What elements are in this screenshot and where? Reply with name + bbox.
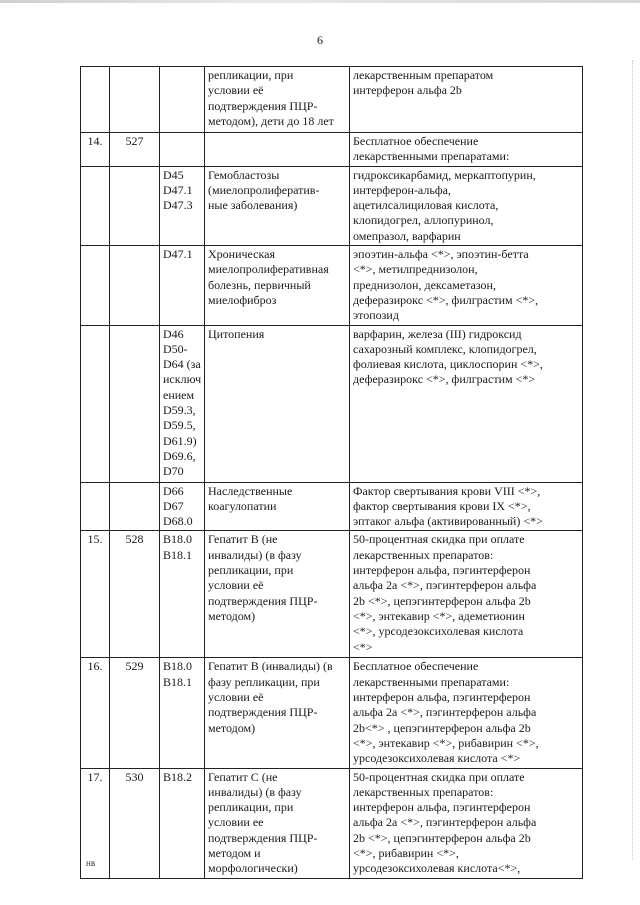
count-cell xyxy=(110,67,160,133)
table-row xyxy=(81,658,583,768)
page-number: 6 xyxy=(317,33,323,47)
drugs-cell: Бесплатное обеспечение лекарственными препаратами: интерферон альфа, пэгинтерферон альфа 2а <*>, пэгинтерферон альфа 2b<*> , цепэгинтерферон альфа 2b <*>, энтекавир <*>, рибавирин <*>, урсодезоксихолевая кислота <*> xyxy=(350,658,583,768)
disease-name-cell: Цитопения xyxy=(205,325,350,482)
drugs-cell: эпоэтин-альфа <*>, эпоэтин-бетта <*>, метилпреднизолон, преднизолон, дексаметазон, деферазирокс <*>, филграстим <*>, этопозид xyxy=(350,246,583,325)
table-row xyxy=(81,531,583,658)
count-cell: 530 xyxy=(110,768,160,878)
scan-edge-right xyxy=(632,60,634,860)
row-number-cell xyxy=(81,166,110,245)
icd-code-cell xyxy=(160,133,205,167)
disease-name-cell: Гепатит В (инвалиды) (в фазу репликации, при условии её подтверждения ПЦР- методом) xyxy=(205,658,350,768)
table-row xyxy=(81,246,583,325)
table-row xyxy=(81,166,583,245)
row-number-cell: 15. xyxy=(81,531,110,658)
icd-code-cell xyxy=(160,67,205,133)
drugs-cell: 50-процентная скидка при оплате лекарственных препаратов: интерферон альфа, пэгинтерферон альфа 2а <*>, пэгинтерферон альфа 2b <*>, цепэгинтерферон альфа 2b <*>, рибавирин <*>, урсодезоксихолевая кислота<*>, xyxy=(350,768,583,878)
count-cell: 527 xyxy=(110,133,160,167)
row-number-cell: 14. xyxy=(81,133,110,167)
table-row xyxy=(81,768,583,878)
table-row xyxy=(81,133,583,167)
drugs-cell: гидроксикарбамид, меркаптопурин, интерферон-альфа, ацетилсалициловая кислота, клопидогрел, аллопуринол, омепразол, варфарин xyxy=(350,166,583,245)
drugs-cell: 50-процентная скидка при оплате лекарственных препаратов: интерферон альфа, пэгинтерферон альфа 2а <*>, пэгинтерферон альфа 2b <*>, цепэгинтерферон альфа 2b <*>, энтекавир <*>, адеметионин <*>, урсодезоксихолевая кислота <*> xyxy=(350,531,583,658)
row-number-cell xyxy=(81,325,110,482)
count-cell xyxy=(110,482,160,531)
disease-name-cell: Гемобластозы (миелопролифератив- ные заболевания) xyxy=(205,166,350,245)
icd-code-cell: D46 D50- D64 (за исключ ением D59.3, D59.5, D61.9) D69.6, D70 xyxy=(160,325,205,482)
row-number-cell: 16. xyxy=(81,658,110,768)
icd-code-cell: D66 D67 D68.0 xyxy=(160,482,205,531)
count-cell xyxy=(110,246,160,325)
icd-code-cell: D47.1 xyxy=(160,246,205,325)
row-number-cell: 17. xyxy=(81,768,110,878)
disease-name-cell xyxy=(205,133,350,167)
table-row xyxy=(81,325,583,482)
footer-initials: нв xyxy=(86,858,96,868)
disease-name-cell: Гепатит С (не инвалиды) (в фазу репликации, при условии ее подтверждения ПЦР- методом и морфологически) xyxy=(205,768,350,878)
disease-name-cell: Наследственные коагулопатии xyxy=(205,482,350,531)
drugs-cell: лекарственным препаратом интерферон альфа 2b xyxy=(350,67,583,133)
benefits-table xyxy=(80,66,583,879)
disease-name-cell: репликации, при условии её подтверждения ПЦР- методом), дети до 18 лет xyxy=(205,67,350,133)
drugs-cell: Бесплатное обеспечение лекарственными препаратами: xyxy=(350,133,583,167)
table-row xyxy=(81,67,583,133)
disease-name-cell: Гепатит В (не инвалиды) (в фазу репликации, при условии её подтверждения ПЦР- методом) xyxy=(205,531,350,658)
row-number-cell xyxy=(81,246,110,325)
icd-code-cell: B18.0 B18.1 xyxy=(160,658,205,768)
row-number-cell xyxy=(81,67,110,133)
count-cell: 528 xyxy=(110,531,160,658)
drugs-cell: варфарин, железа (III) гидроксид сахарозный комплекс, клопидогрел, фолиевая кислота, циклоспорин <*>, деферазирокс <*>, филграстим <*> xyxy=(350,325,583,482)
count-cell xyxy=(110,325,160,482)
drugs-cell: Фактор свертывания крови VIII <*>, фактор свертывания крови IX <*>, эптаког альфа (активированный) <*> xyxy=(350,482,583,531)
row-number-cell xyxy=(81,482,110,531)
disease-name-cell: Хроническая миелопролиферативная болезнь, первичный миелофиброз xyxy=(205,246,350,325)
count-cell: 529 xyxy=(110,658,160,768)
count-cell xyxy=(110,166,160,245)
icd-code-cell: B18.0 B18.1 xyxy=(160,531,205,658)
table-row xyxy=(81,482,583,531)
icd-code-cell: B18.2 xyxy=(160,768,205,878)
scan-edge-top xyxy=(0,0,640,3)
icd-code-cell: D45 D47.1 D47.3 xyxy=(160,166,205,245)
